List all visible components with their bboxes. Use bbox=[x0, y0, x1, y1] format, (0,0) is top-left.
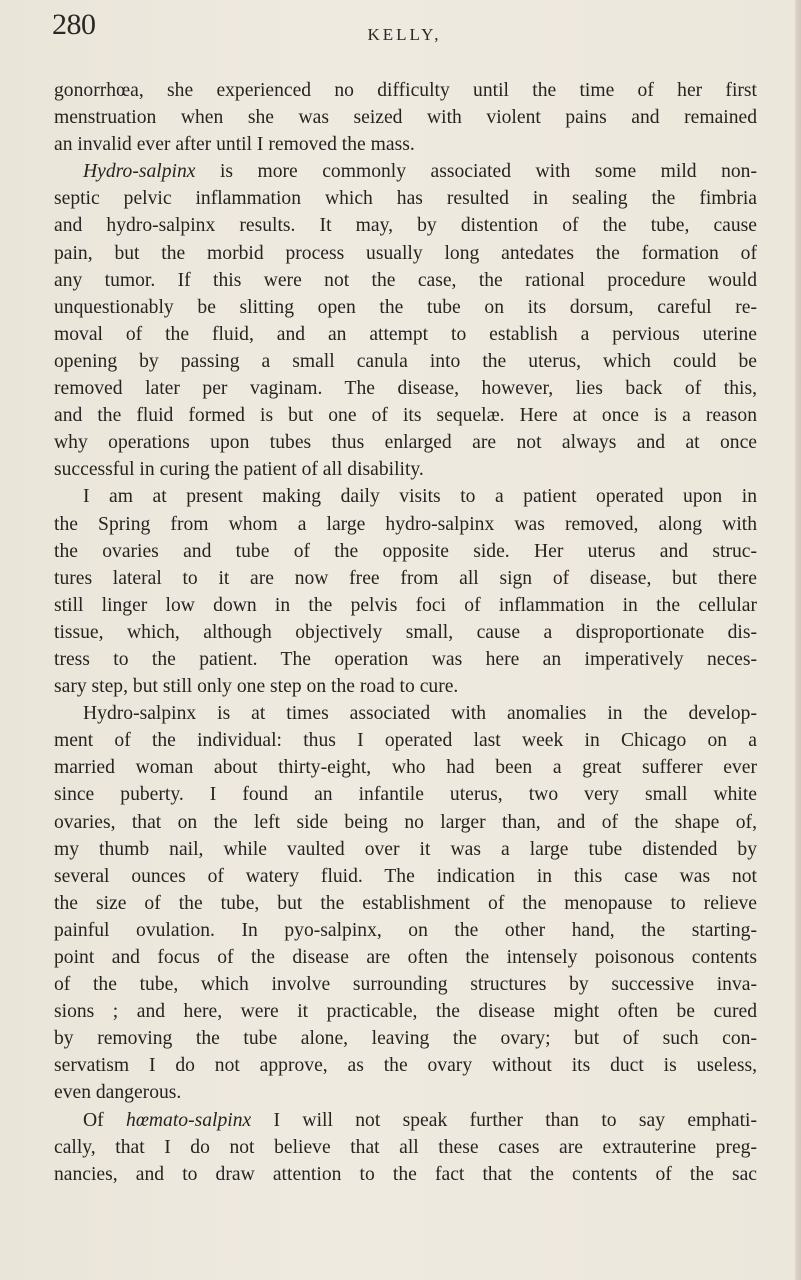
text-line: moval of the fluid, and an attempt to establish a pervious uterine bbox=[54, 323, 757, 345]
text-line: pain, but the morbid process usually long antedates the formation of bbox=[54, 242, 757, 264]
text-line: cally, that I do not believe that all these cases are extrauterine preg- bbox=[54, 1136, 757, 1158]
text-line: tissue, which, although objectively small, cause a disproportionate dis- bbox=[54, 621, 757, 643]
running-head: KELLY, bbox=[367, 25, 442, 44]
text-line: why operations upon tubes thus enlarged are not always and at once bbox=[54, 432, 757, 454]
italic-term: Hydro-salpinx bbox=[83, 161, 196, 183]
text-line: tress to the patient. The operation was here an imperatively neces- bbox=[54, 648, 757, 670]
text-line: an invalid ever after until I removed the mass. bbox=[54, 134, 415, 156]
text-line: gonorrhœa, she experienced no difficulty until the time of her first bbox=[54, 80, 757, 101]
text-line: menstruation when she was seized with violent pains and remained bbox=[54, 107, 757, 129]
italic-term: hœmato-salpinx bbox=[126, 1109, 252, 1131]
body-text bbox=[54, 77, 757, 1188]
text-line: removed later per vaginam. The disease, however, lies back of this, bbox=[54, 378, 757, 400]
page-edge bbox=[795, 0, 801, 1280]
text-line: sary step, but still only one step on the road to cure. bbox=[54, 676, 459, 698]
page-header bbox=[52, 8, 757, 48]
text-line: septic pelvic inflammation which has resulted in sealing the fimbria bbox=[54, 188, 757, 210]
line-text: Of bbox=[83, 1109, 127, 1131]
line-text: I will not speak further than to say emphati- bbox=[251, 1109, 757, 1131]
text-line: servatism I do not approve, as the ovary without its duct is useless, bbox=[54, 1055, 757, 1077]
text-line: the size of the tube, but the establishment of the menopause to relieve bbox=[54, 892, 757, 914]
text-line: several ounces of watery fluid. The indication in this case was not bbox=[54, 865, 757, 887]
text-line: Hydro-salpinx is at times associated with anomalies in the develop- bbox=[83, 703, 757, 725]
text-line bbox=[54, 158, 757, 185]
text-line: married woman about thirty-eight, who had been a great sufferer ever bbox=[54, 757, 757, 779]
text-line: since puberty. I found an infantile uterus, two very small white bbox=[54, 784, 757, 806]
text-line: nancies, and to draw attention to the fact that the contents of the sac bbox=[54, 1163, 757, 1185]
text-line bbox=[54, 1107, 757, 1134]
text-line: by removing the tube alone, leaving the ovary; but of such con- bbox=[54, 1028, 757, 1050]
text-line: tures lateral to it are now free from all sign of disease, but there bbox=[54, 567, 757, 589]
text-line: still linger low down in the pelvis foci of inflammation in the cellular bbox=[54, 594, 757, 616]
text-line: ment of the individual: thus I operated last week in Chicago on a bbox=[54, 730, 757, 752]
page-number: 280 bbox=[52, 8, 96, 41]
text-line: and hydro-salpinx results. It may, by distention of the tube, cause bbox=[54, 215, 757, 237]
line-text: is more commonly associated with some mild non- bbox=[195, 161, 757, 183]
text-line: any tumor. If this were not the case, the rational procedure would bbox=[54, 269, 757, 291]
text-line: unquestionably be slitting open the tube on its dorsum, careful re- bbox=[54, 296, 757, 318]
text-line: opening by passing a small canula into the uterus, which could be bbox=[54, 350, 757, 372]
text-line: of the tube, which involve surrounding structures by successive inva- bbox=[54, 974, 757, 996]
text-line: successful in curing the patient of all disability. bbox=[54, 459, 424, 481]
text-line: the Spring from whom a large hydro-salpinx was removed, along with bbox=[54, 513, 757, 535]
text-line: and the fluid formed is but one of its sequelæ. Here at once is a reason bbox=[54, 405, 757, 427]
text-line: sions ; and here, were it practicable, the disease might often be cured bbox=[54, 1001, 757, 1023]
text-line: my thumb nail, while vaulted over it was a large tube distended by bbox=[54, 838, 757, 860]
text-line: even dangerous. bbox=[54, 1082, 182, 1104]
text-line: painful ovulation. In pyo-salpinx, on the other hand, the starting- bbox=[54, 919, 757, 941]
text-line: the ovaries and tube of the opposite side. Her uterus and struc- bbox=[54, 540, 757, 562]
text-line: ovaries, that on the left side being no larger than, and of the shape of, bbox=[54, 811, 757, 833]
text-line: I am at present making daily visits to a patient operated upon in bbox=[83, 486, 757, 508]
text-line: point and focus of the disease are often the intensely poisonous contents bbox=[54, 947, 757, 968]
